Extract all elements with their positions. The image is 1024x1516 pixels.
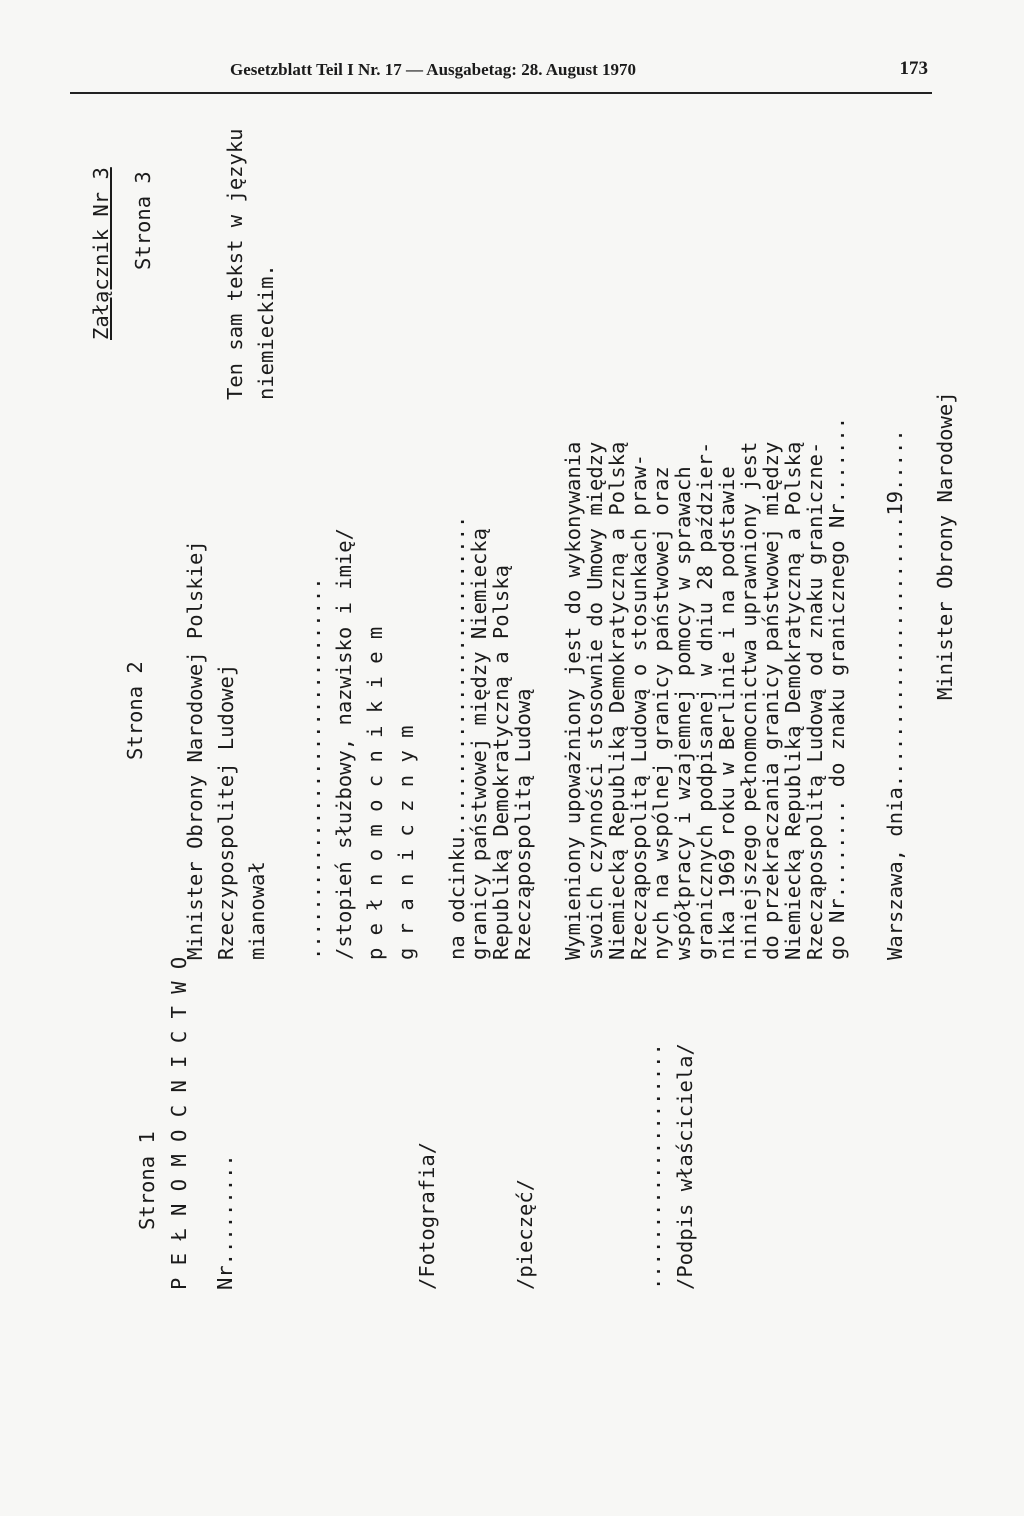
page2-body (180, 391, 1024, 960)
page2-line: Minister Obrony Narodowej Polskiej (183, 540, 207, 960)
page2-line: Rzecząpospolitą Ludową (511, 688, 535, 960)
holder-signature-label: /Podpis właściciela/ (673, 1043, 697, 1290)
page-number: 173 (899, 58, 928, 79)
zalacznik-heading: Załącznik Nr 3 (89, 167, 113, 340)
page3-text-line2: niemieckim. (254, 264, 278, 400)
page2-line: Warszawa, dnia......................19..... (883, 429, 907, 960)
photo-placeholder: /Fotografia/ (415, 1141, 439, 1290)
page2-line: do przekraczania granicy państwowej między (759, 441, 783, 960)
page2-line: nika 1969 roku w Berlinie i na podstawie (715, 466, 739, 960)
pelnomocnictwo-title: P E Ł N O M O C N I C T W O (167, 956, 191, 1290)
page2-line: granicy państwowej między Niemiecką (467, 528, 491, 960)
page2-line: Rzeczypospolitej Ludowej (214, 663, 238, 960)
signature-dots: .................... (641, 1043, 665, 1290)
strona-1-heading: Strona 1 (135, 1131, 159, 1230)
page2-line: Republiką Demokratyczną a Polską (489, 565, 513, 960)
page2-line: współpracy i wzajemnej pomocy w sprawach (671, 466, 695, 960)
page2-line: Rzecząpospolitą Ludową od znaku graniczne- (803, 441, 827, 960)
stamp-placeholder: /pieczęć/ (513, 1178, 537, 1290)
page2-line: /stopień służbowy, nazwisko i imię/ (332, 528, 356, 960)
page2-line: Wymieniony upoważniony jest do wykonywania (561, 441, 585, 960)
page2-line: g r a n i c z n y m (394, 725, 418, 960)
page2-line: Niemiecką Republiką Demokratyczną a Polską (605, 441, 629, 960)
page2-line: na odcinku.......................... (445, 515, 469, 960)
page2-line: niniejszego pełnomocnictwa uprawniony jest (737, 441, 761, 960)
strona-3-heading: Strona 3 (131, 171, 155, 270)
strona-2-heading: Strona 2 (123, 661, 147, 760)
page2-line: go Nr........ do znaku granicznego Nr....... (825, 416, 849, 960)
page2-line: p e ł n o m o c n i k i e m (363, 626, 387, 960)
gazette-title: Gesetzblatt Teil I Nr. 17 — Ausgabetag: 28. August 1970 (230, 60, 636, 79)
page2-line: Niemiecką Republiką Demokratyczną a Polską (781, 441, 805, 960)
page2-line: Minister Obrony Narodowej (933, 391, 957, 700)
page2-line: mianował (245, 861, 269, 960)
page2-line: granicznych podpisanej w dniu 28 paździer- (693, 441, 717, 960)
page2-line: nych na wspólnej granicy państwowej oraz (649, 466, 673, 960)
page3-text-line1: Ten sam tekst w języku (223, 128, 247, 400)
page2-line: ............................... (301, 577, 325, 960)
nr-field: Nr......... (213, 1154, 237, 1290)
page2-line: swoich czynności stosownie do Umowy między (583, 441, 607, 960)
page-header (70, 56, 932, 94)
rotated-content (89, 128, 957, 1380)
page2-line: Rzecząpospolitą Ludową o stosunkach praw- (627, 453, 651, 960)
